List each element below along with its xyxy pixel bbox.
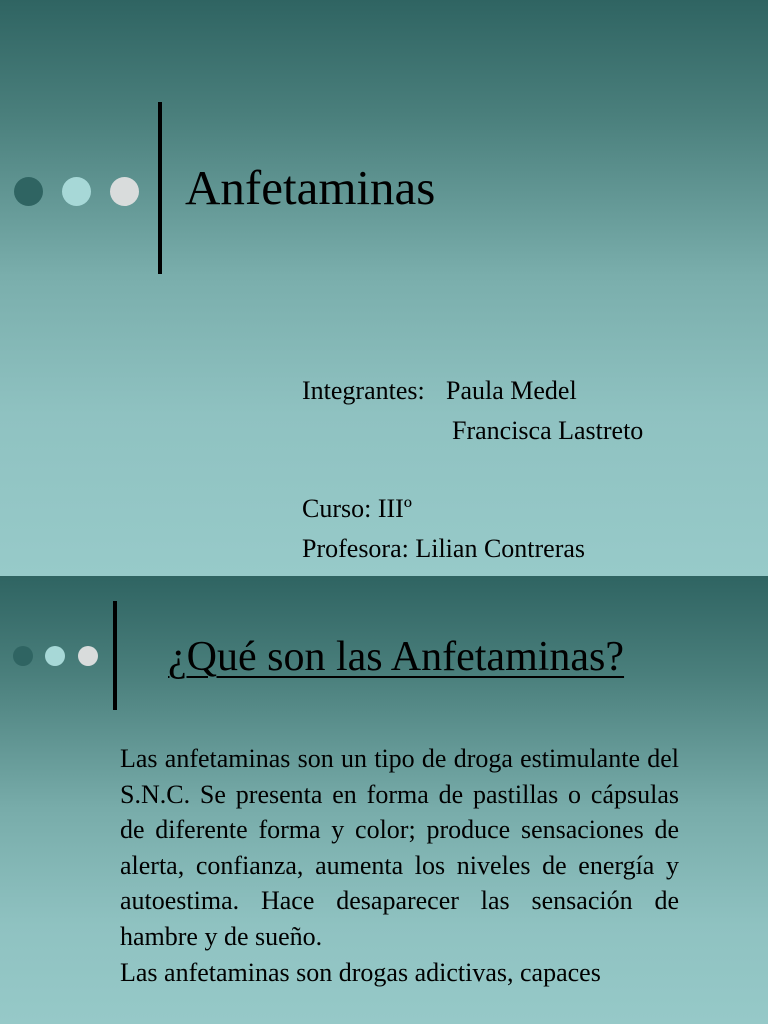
decorative-dot-white-icon [110, 177, 139, 206]
member-name: Paula Medel [446, 376, 577, 405]
members-label: Integrantes: [302, 376, 425, 405]
member-name: Francisca Lastreto [452, 416, 644, 445]
body-paragraph: Las anfetaminas son drogas adictivas, capaces [120, 957, 601, 987]
title-divider [113, 601, 117, 710]
body-paragraph: Las anfetaminas son un tipo de droga estimulante del S.N.C. Se presenta en forma de pastillas o cápsulas de diferente forma y color; produce sensaciones de alerta, confianza, aumenta los niveles de energía y autoestima. Hace desaparecer las sensación de hambre y de sueño. [120, 744, 679, 951]
course-line: Curso: IIIº [302, 494, 412, 523]
title-divider [158, 102, 162, 274]
slide-body [120, 741, 679, 990]
decorative-dot-dark-icon [13, 646, 33, 666]
teacher-line: Profesora: Lilian Contreras [302, 534, 586, 563]
decorative-dot-light-icon [45, 646, 65, 666]
decorative-dot-white-icon [78, 646, 98, 666]
slide-title: Anfetaminas [185, 160, 436, 215]
decorative-dot-dark-icon [14, 177, 43, 206]
slide-title: ¿Qué son las Anfetaminas? [168, 634, 625, 680]
decorative-dot-light-icon [62, 177, 91, 206]
